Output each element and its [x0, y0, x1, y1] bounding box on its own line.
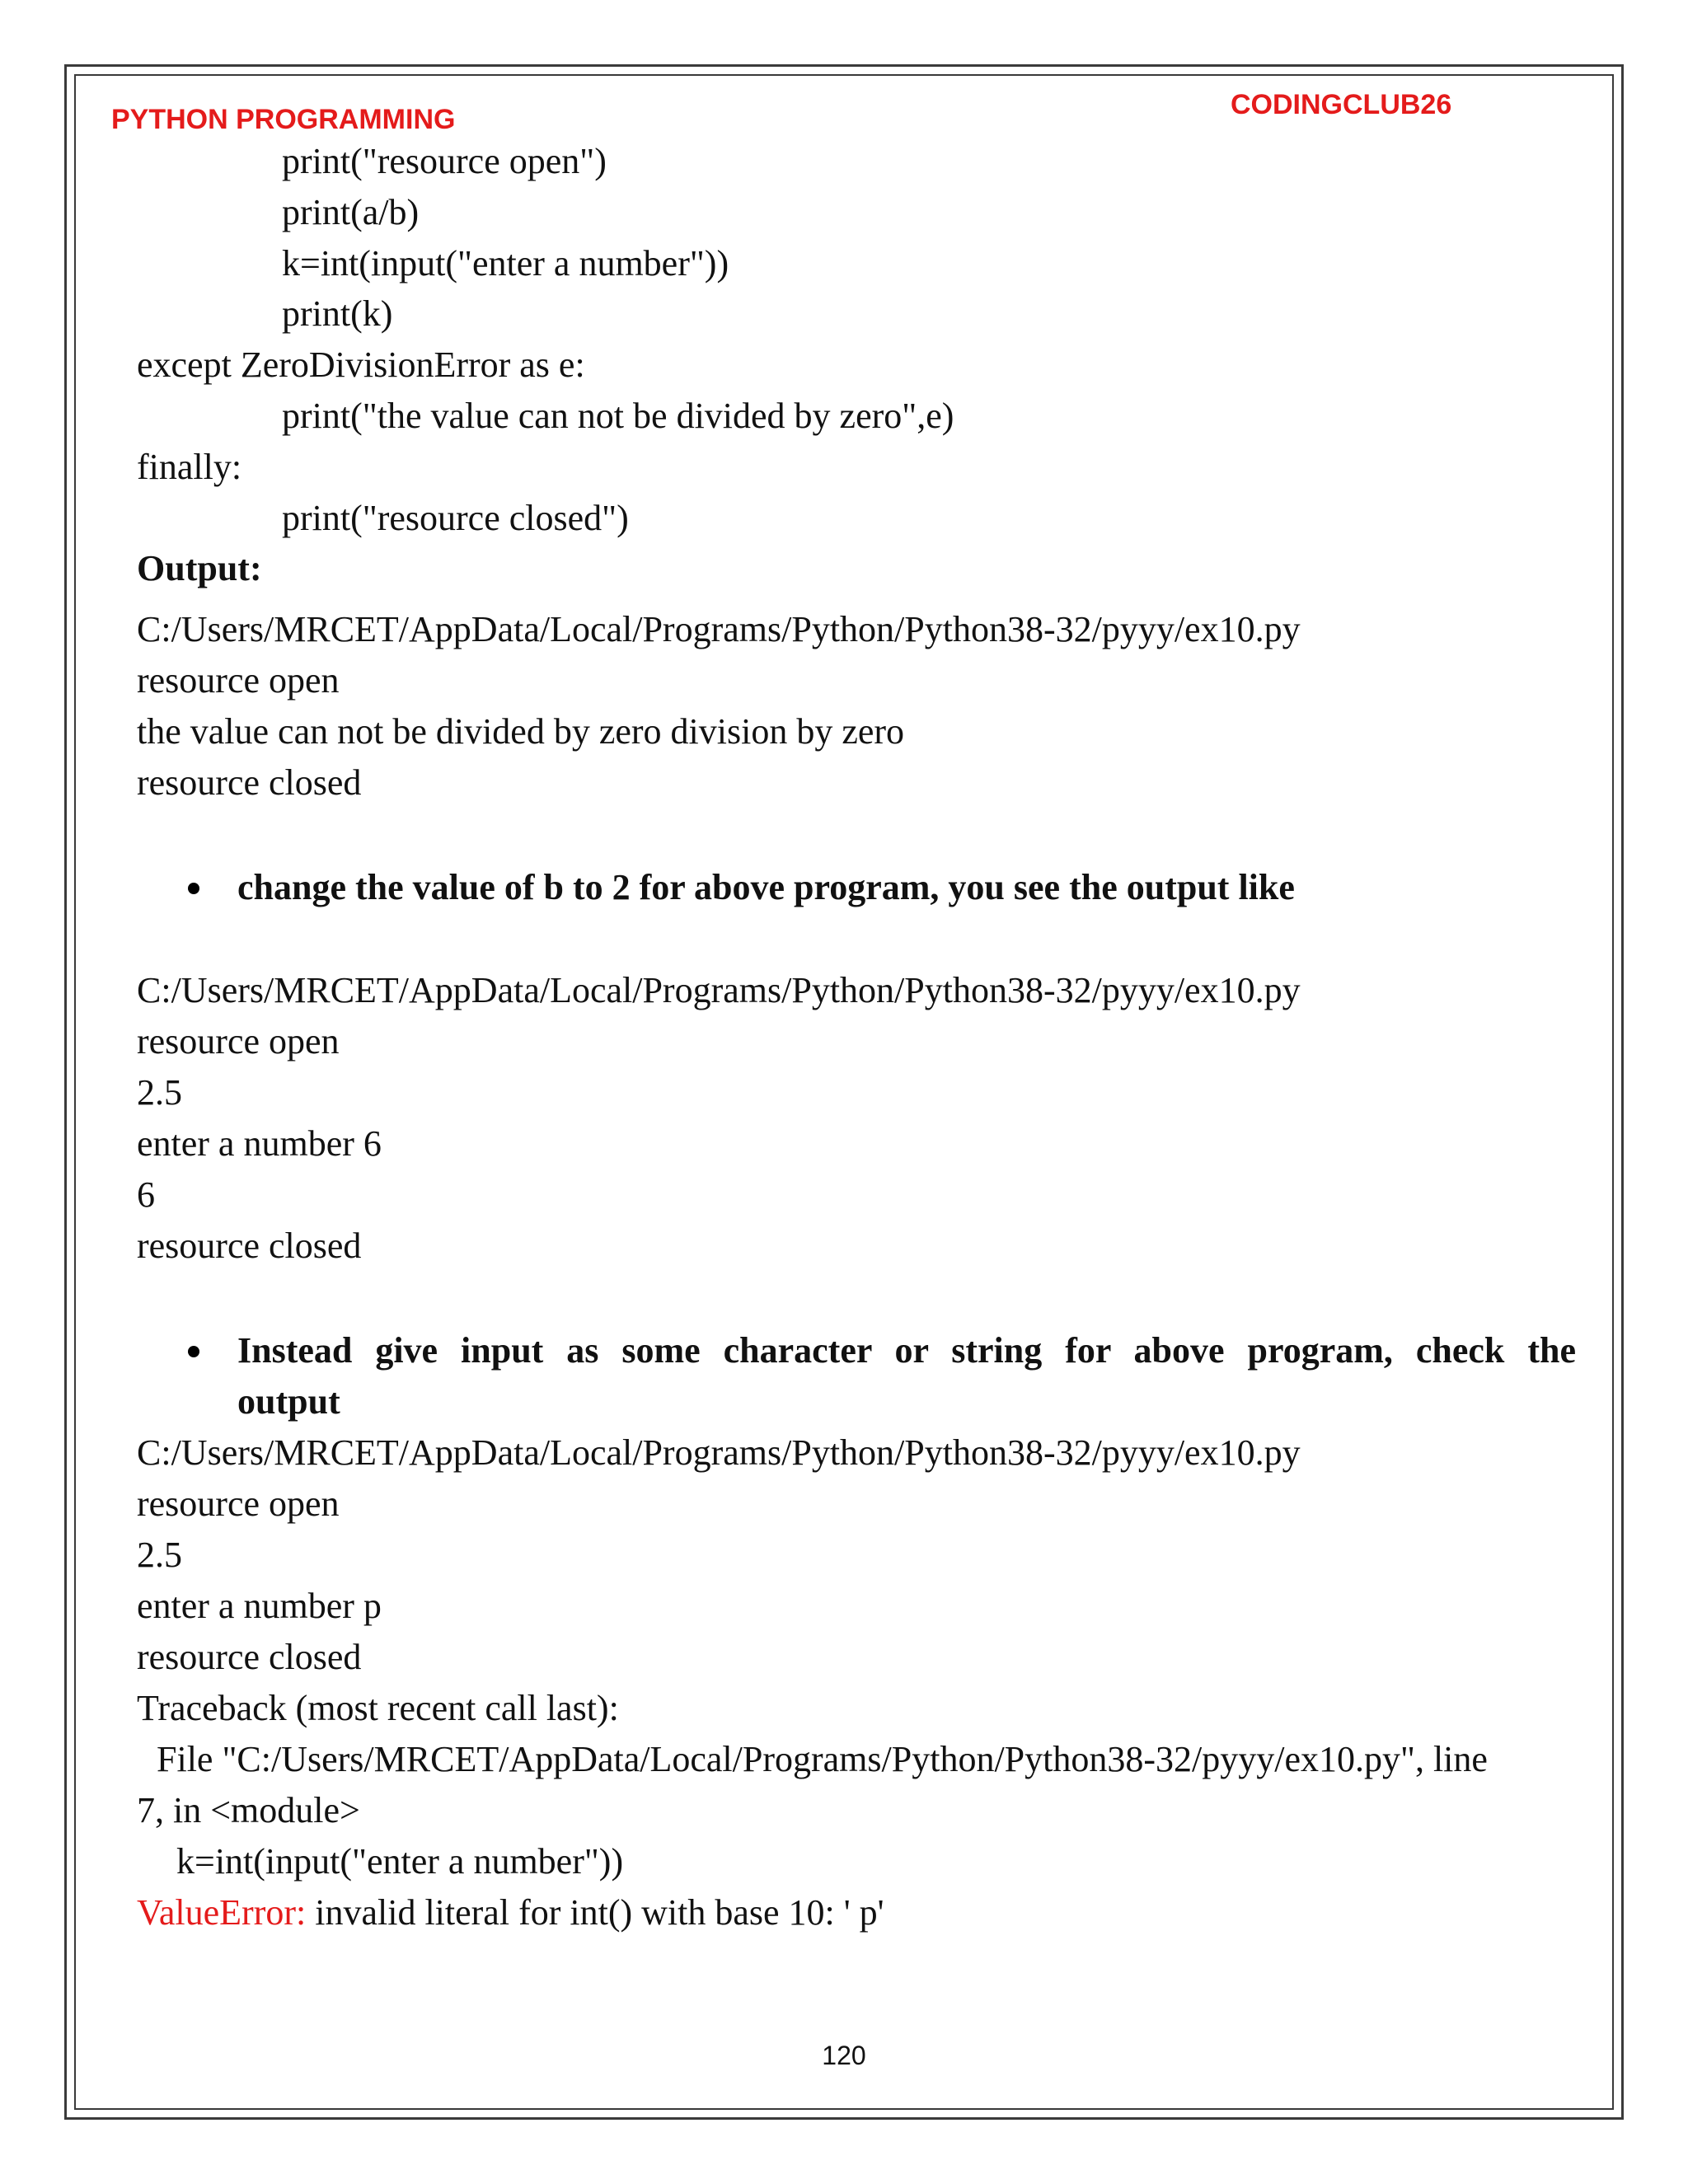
code-line: k=int(input("enter a number"))	[282, 243, 729, 284]
output-line: resource closed	[137, 762, 362, 803]
header-right: CODINGCLUB26	[1231, 89, 1452, 120]
page-number: 120	[822, 2041, 866, 2070]
output-line: 6	[137, 1174, 155, 1215]
output-line: enter a number 6	[137, 1123, 382, 1164]
code-line: print("resource open")	[282, 141, 607, 181]
output-line: 2.5	[137, 1072, 182, 1113]
bullet-dot	[188, 883, 199, 894]
bullet-text-cont: output	[237, 1381, 340, 1422]
header-left: PYTHON PROGRAMMING	[111, 104, 456, 135]
code-line: print("resource closed")	[282, 498, 629, 538]
traceback-line: 7, in <module>	[137, 1790, 360, 1830]
code-line: finally:	[137, 447, 242, 487]
code-line: except ZeroDivisionError as e:	[137, 344, 585, 385]
error-message: invalid literal for int() with base 10: ' p'	[306, 1892, 884, 1933]
output-heading: Output:	[137, 548, 262, 588]
traceback-line: File "C:/Users/MRCET/AppData/Local/Programs/Python/Python38-32/pyyy/ex10.py", line	[157, 1739, 1488, 1779]
code-line: print(a/b)	[282, 192, 420, 232]
output-line: resource open	[137, 1483, 340, 1524]
traceback-line: Traceback (most recent call last):	[137, 1688, 619, 1728]
code-line: print(k)	[282, 293, 393, 334]
output-line: C:/Users/MRCET/AppData/Local/Programs/Python/Python38-32/pyyy/ex10.py	[137, 970, 1301, 1010]
error-line	[137, 1892, 884, 1933]
bullet-text: Instead give input as some character or string for above program, check the	[237, 1330, 1576, 1371]
output-line: resource open	[137, 1021, 340, 1062]
output-line: the value can not be divided by zero division by zero	[137, 711, 905, 752]
bullet-dot	[188, 1346, 199, 1357]
bullet-text: change the value of b to 2 for above program, you see the output like	[237, 867, 1295, 907]
output-line: 2.5	[137, 1535, 182, 1575]
traceback-line: k=int(input("enter a number"))	[176, 1841, 624, 1882]
output-line: enter a number p	[137, 1586, 382, 1626]
output-line: resource closed	[137, 1226, 362, 1266]
error-type: ValueError:	[137, 1892, 307, 1933]
output-line: resource open	[137, 660, 340, 701]
output-line: C:/Users/MRCET/AppData/Local/Programs/Python/Python38-32/pyyy/ex10.py	[137, 1432, 1301, 1473]
output-line: C:/Users/MRCET/AppData/Local/Programs/Python/Python38-32/pyyy/ex10.py	[137, 609, 1301, 649]
code-line: print("the value can not be divided by zero",e)	[282, 396, 954, 436]
output-line: resource closed	[137, 1637, 362, 1677]
